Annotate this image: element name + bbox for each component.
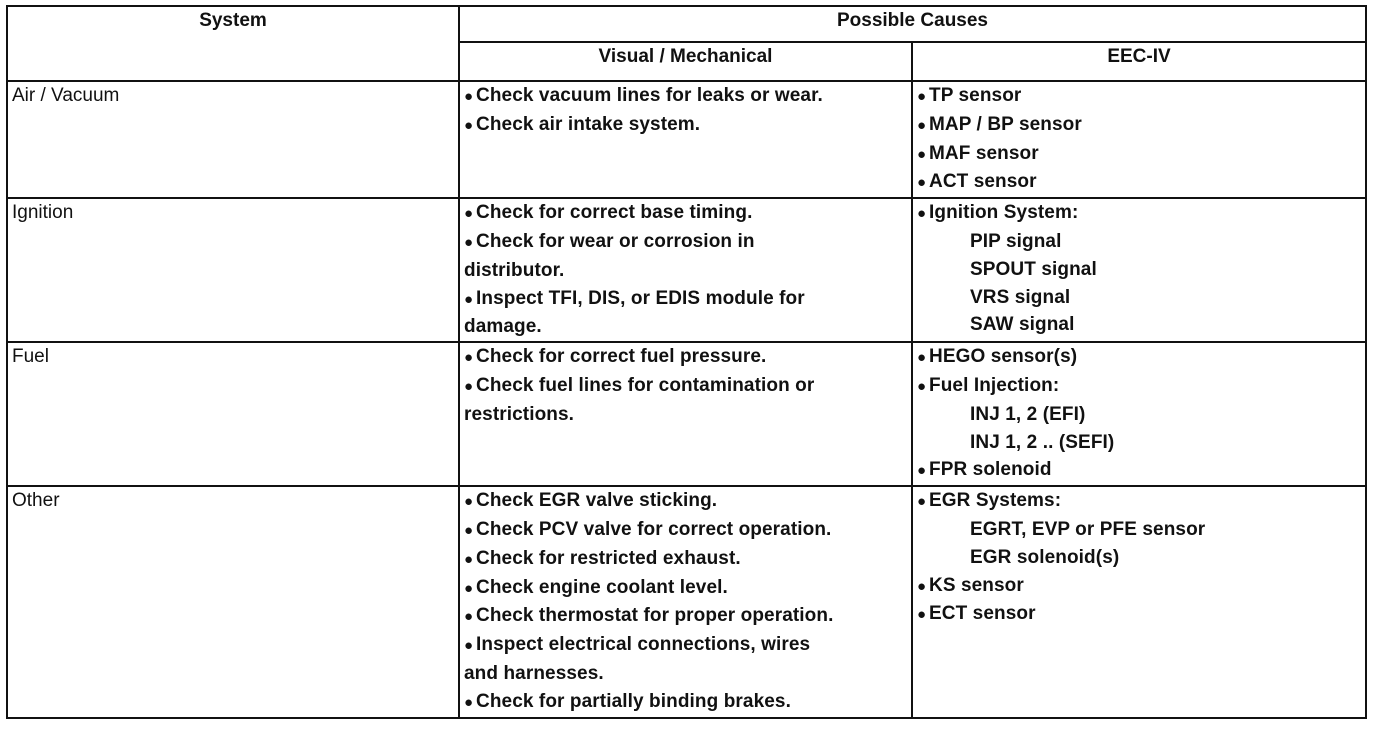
mechanical-check-continuation: restrictions.: [464, 403, 575, 425]
eec-sub-item: SPOUT signal: [970, 258, 1097, 280]
bullet-icon: ●: [464, 88, 474, 105]
eec-cell: [912, 342, 1366, 486]
mechanical-check-text: Check thermostat for proper operation.: [476, 605, 834, 627]
eec-item-text: HEGO sensor(s): [929, 346, 1078, 368]
mechanical-check-text: Check for correct fuel pressure.: [476, 346, 767, 368]
table-row: [7, 342, 1366, 486]
eec-sub-item: VRS signal: [970, 286, 1071, 308]
mechanical-check-item: [464, 199, 907, 228]
eec-item: [917, 82, 1361, 111]
system-column-header: System: [7, 6, 459, 81]
eec-item: [917, 600, 1361, 629]
eec-cell: [912, 81, 1366, 198]
bullet-icon: ●: [464, 693, 474, 711]
mechanical-check-item: [464, 343, 907, 372]
bullet-icon: ●: [464, 521, 474, 539]
eec-sub-item: EGR solenoid(s): [970, 546, 1120, 568]
eec-item: [917, 140, 1361, 169]
mechanical-check-item: [464, 574, 907, 603]
bullet-icon: ●: [917, 174, 927, 192]
eec-item: [917, 343, 1361, 372]
eec-item: [917, 168, 1361, 197]
bullet-icon: ●: [464, 233, 474, 251]
eec-item: [917, 572, 1361, 601]
eec-item-text: ACT sensor: [929, 171, 1037, 193]
eec-item: [917, 199, 1361, 228]
mechanical-check-text: Check engine coolant level.: [476, 576, 728, 598]
mechanical-check-item: [464, 372, 907, 401]
mechanical-cell: [459, 81, 912, 198]
eec-sub-item: INJ 1, 2 (EFI): [970, 403, 1086, 425]
bullet-icon: ●: [917, 462, 927, 480]
bullet-icon: ●: [917, 606, 927, 624]
mechanical-check-text: Check air intake system.: [476, 113, 701, 135]
eec-item-text: TP sensor: [929, 85, 1022, 106]
eec-item-text: MAP / BP sensor: [929, 113, 1082, 135]
system-cell: Other: [7, 486, 459, 717]
eec-sub-item: SAW signal: [970, 314, 1075, 336]
eec-item-text: Fuel Injection:: [929, 374, 1060, 396]
mechanical-check-item: [464, 82, 907, 111]
table-row: [7, 198, 1366, 342]
mechanical-check-item: [464, 285, 907, 314]
eec-item-text: ECT sensor: [929, 603, 1036, 625]
eec-item-text: FPR solenoid: [929, 459, 1052, 481]
bullet-icon: ●: [917, 493, 927, 511]
eec-item: [917, 111, 1361, 140]
bullet-icon: ●: [464, 608, 474, 626]
bullet-icon: ●: [464, 493, 474, 511]
mechanical-check-text: Inspect electrical connections, wires: [476, 634, 811, 656]
bullet-icon: ●: [917, 377, 927, 395]
bullet-icon: ●: [464, 550, 474, 568]
eec-sub-item: PIP signal: [970, 230, 1062, 252]
eec-item: [917, 487, 1361, 516]
mechanical-check-text: Check vacuum lines for leaks or wear.: [476, 85, 823, 106]
mechanical-check-item: [464, 602, 907, 631]
mechanical-cell: [459, 342, 912, 486]
eec-item: [917, 456, 1361, 485]
table-body: [7, 81, 1366, 718]
bullet-icon: ●: [464, 579, 474, 597]
bullet-icon: ●: [917, 88, 927, 105]
eec-item: [917, 372, 1361, 401]
mechanical-check-item: [464, 487, 907, 516]
mechanical-check-continuation: and harnesses.: [464, 662, 604, 684]
mechanical-check-continuation: damage.: [464, 316, 542, 338]
bullet-icon: ●: [917, 116, 927, 134]
bullet-icon: ●: [464, 377, 474, 395]
bullet-icon: ●: [917, 349, 927, 367]
mechanical-check-item: [464, 688, 907, 717]
mechanical-check-text: Check for restricted exhaust.: [476, 547, 741, 569]
bullet-icon: ●: [917, 145, 927, 163]
eec-sub-item: EGRT, EVP or PFE sensor: [970, 518, 1206, 540]
diagnosis-table: [6, 5, 1367, 719]
bullet-icon: ●: [917, 577, 927, 595]
bullet-icon: ●: [917, 205, 927, 223]
mechanical-cell: [459, 198, 912, 342]
eec-item-text: Ignition System:: [929, 202, 1079, 224]
mechanical-check-text: Check PCV valve for correct operation.: [476, 518, 832, 540]
mechanical-check-item: [464, 545, 907, 574]
table-row: [7, 81, 1366, 198]
mechanical-check-text: Check for wear or corrosion in: [476, 230, 755, 252]
mechanical-check-continuation: distributor.: [464, 259, 565, 281]
bullet-icon: ●: [464, 637, 474, 655]
eec-iv-header: EEC-IV: [912, 42, 1366, 81]
bullet-icon: ●: [464, 349, 474, 367]
eec-sub-item: INJ 1, 2 .. (SEFI): [970, 431, 1115, 453]
bullet-icon: ●: [464, 290, 474, 308]
table-row: [7, 486, 1366, 717]
mechanical-check-text: Check for correct base timing.: [476, 202, 753, 224]
eec-item-text: EGR Systems:: [929, 490, 1062, 512]
mechanical-check-text: Check EGR valve sticking.: [476, 490, 718, 512]
possible-causes-header: Possible Causes: [459, 6, 1366, 42]
mechanical-cell: [459, 486, 912, 717]
bullet-icon: ●: [464, 116, 474, 134]
mechanical-check-item: [464, 516, 907, 545]
visual-mechanical-header: Visual / Mechanical: [459, 42, 912, 81]
eec-cell: [912, 486, 1366, 717]
eec-item-text: KS sensor: [929, 574, 1024, 596]
mechanical-check-text: Check for partially binding brakes.: [476, 690, 791, 712]
system-cell: Ignition: [7, 198, 459, 342]
eec-item-text: MAF sensor: [929, 142, 1039, 164]
system-cell: Air / Vacuum: [7, 81, 459, 198]
mechanical-check-item: [464, 228, 907, 257]
eec-cell: [912, 198, 1366, 342]
mechanical-check-text: Check fuel lines for contamination or: [476, 374, 815, 396]
mechanical-check-item: [464, 111, 907, 140]
mechanical-check-text: Inspect TFI, DIS, or EDIS module for: [476, 287, 805, 309]
mechanical-check-item: [464, 631, 907, 660]
system-cell: Fuel: [7, 342, 459, 486]
bullet-icon: ●: [464, 205, 474, 223]
